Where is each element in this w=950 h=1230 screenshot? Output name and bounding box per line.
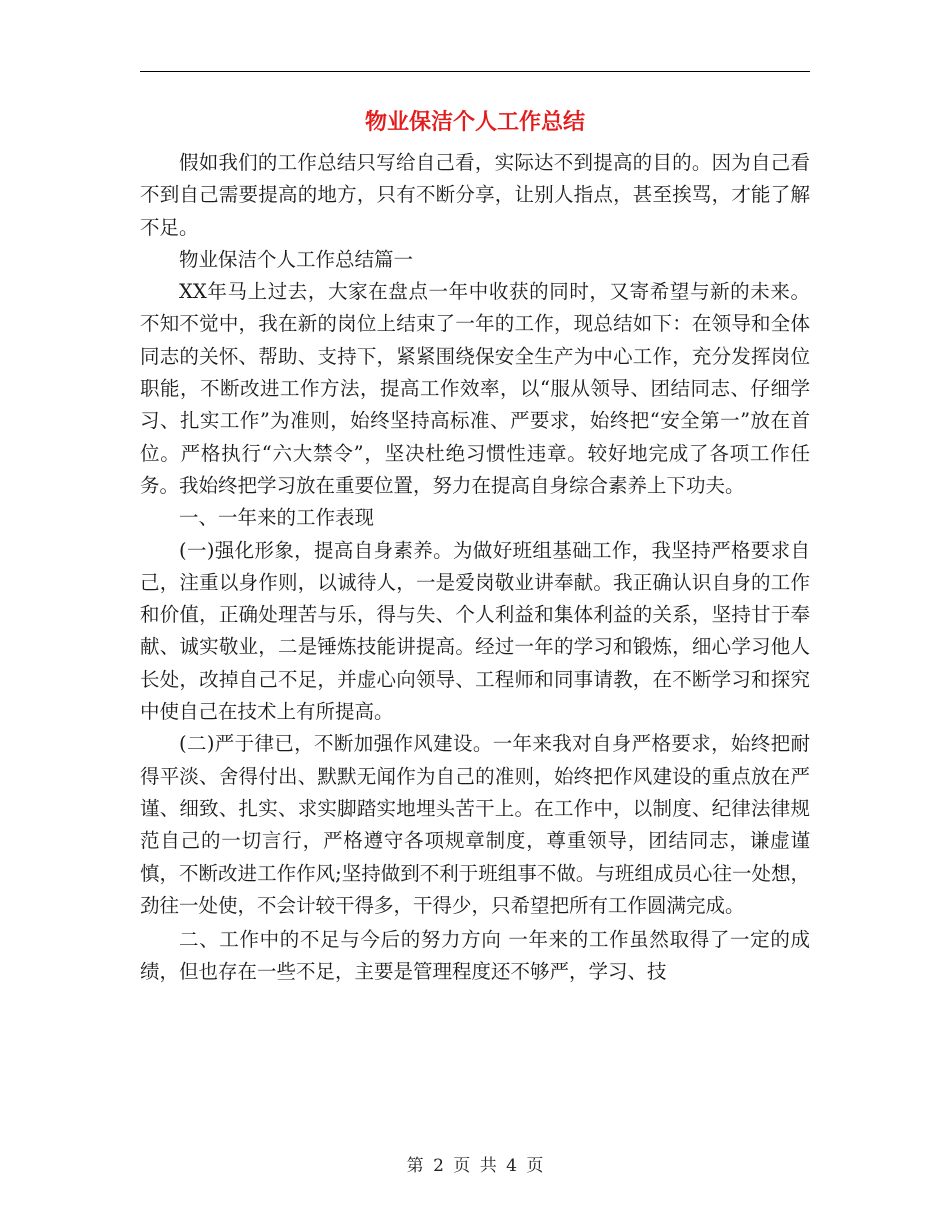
paragraph-overview: XX年马上过去，大家在盘点一年中收获的同时，又寄希望与新的未来。不知不觉中，我在新的岗位上结束了一年的工作，现总结如下：在领导和全体同志的关怀、帮助、支持下，紧紧围绕保安全生产为中心工作，充分发挥岗位职能，不断改进工作方法，提高工作效率，以“服从领导、团结同志、仔细学习、扎实工作”为准则，始终坚持高标准、严要求，始终把“安全第一”放在首位。严格执行“六大禁令”，坚决杜绝习惯性违章。较好地完成了各项工作任务。我始终把学习放在重要位置，努力在提高自身综合素养上下功夫。	[140, 280, 810, 497]
document-page	[140, 0, 810, 1230]
header-rule	[140, 71, 810, 72]
paragraph-intro: 假如我们的工作总结只写给自己看，实际达不到提高的目的。因为自己看不到自己需要提高的地方，只有不断分享，让别人指点，甚至挨骂，才能了解不足。	[140, 151, 810, 239]
document-body	[140, 147, 810, 989]
paragraph-point-one: (一)强化形象，提高自身素养。为做好班组基础工作，我坚持严格要求自己，注重以身作则，以诚待人，一是爱岗敬业讲奉献。我正确认识自身的工作和价值，正确处理苦与乐，得与失、个人利益和集体利益的关系，坚持甘于奉献、诚实敬业，二是锤炼技能讲提高。经过一年的学习和锻炼，细心学习他人长处，改掉自己不足，并虚心向领导、工程师和同事请教，在不断学习和探究中使自己在技术上有所提高。	[140, 538, 810, 724]
section-heading-performance: 一、一年来的工作表现	[179, 506, 375, 530]
paragraph-point-two: (二)严于律已，不断加强作风建设。一年来我对自身严格要求，始终把耐得平淡、舍得付出、默默无闻作为自己的准则，始终把作风建设的重点放在严谨、细致、扎实、求实脚踏实地埋头苦干上。在工作中，以制度、纪律法律规范自己的一切言行，严格遵守各项规章制度，尊重领导，团结同志，谦虚谨慎，不断改进工作作风;坚持做到不利于班组事不做。与班组成员心往一处想，劲往一处使，不会计较干得多，干得少，只希望把所有工作圆满完成。	[140, 732, 810, 917]
paragraph-subtitle: 物业保洁个人工作总结篇一	[179, 247, 414, 271]
paragraph-shortcomings: 二、工作中的不足与今后的努力方向 一年来的工作虽然取得了一定的成绩，但也存在一些不足，主要是管理程度还不够严，学习、技	[140, 928, 810, 984]
page-number-footer: 第 2 页 共 4 页	[406, 1156, 544, 1176]
document-title: 物业保洁个人工作总结	[364, 110, 585, 135]
